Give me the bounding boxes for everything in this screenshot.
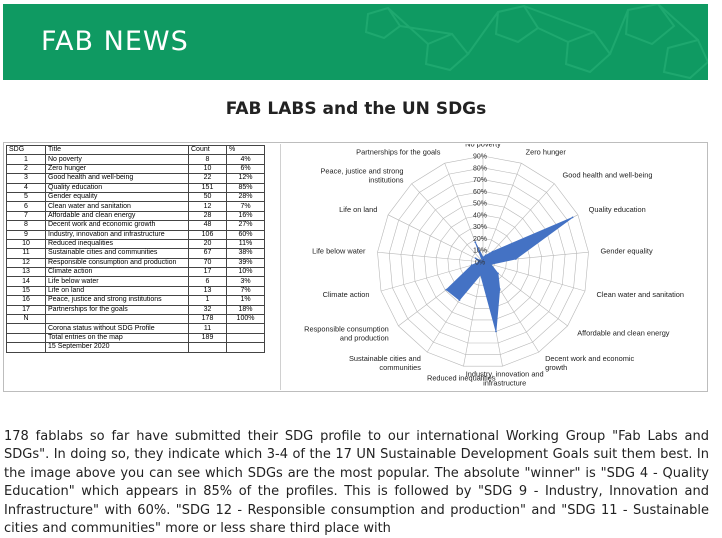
cell-title: Reduced inequalities — [46, 239, 189, 248]
sdg-figure — [3, 142, 708, 392]
radar-tick-label: 90% — [472, 153, 488, 161]
radar-data-point — [485, 255, 487, 257]
cell-title: Sustainable cities and communities — [46, 249, 189, 258]
cell-pct: 18% — [227, 305, 265, 314]
radar-category-label: Life on land — [339, 204, 378, 214]
cell-pct: 85% — [227, 183, 265, 192]
cell-pct: 7% — [227, 286, 265, 295]
cell-pct: 60% — [227, 230, 265, 239]
cell-title: Gender equality — [46, 192, 189, 201]
cell-sdg: 14 — [7, 277, 46, 286]
note-value: 189 — [189, 333, 227, 342]
cell-pct: 11% — [227, 239, 265, 248]
radar-category-label: Industry, innovation and infrastructure — [465, 369, 544, 388]
radar-data-point — [459, 299, 461, 301]
radar-category-label: Climate action — [322, 289, 370, 299]
table-body — [7, 155, 265, 352]
header-sdg: SDG — [7, 146, 46, 155]
radar-tick-label: 30% — [472, 224, 488, 232]
note-spacer — [7, 324, 46, 333]
cell-count: 28 — [189, 211, 227, 220]
radar-data-point — [482, 256, 484, 258]
note-spacer — [227, 343, 265, 352]
article-body: 178 fablabs so far have submitted their SDG profile to our international Working Group "Fab Labs and SDGs". In doing so, they indicate which 3-4 of the 17 UN Sustainable Development Goals suit them best. In the image above you can see which SDGs are the most popular. The absolute "winner" is "SDG 4 - Quality Education" which appears in 85% of the profiles. This is followed by "SDG 9 - Industry, Innovation and Infrastructure" with 60%. "SDG 12 - Responsible consumption and production" and "SDG 11 - Sustainable cities and communities" more or less share third place with — [4, 429, 709, 537]
note-spacer — [7, 333, 46, 342]
cell-sdg: 4 — [7, 183, 46, 192]
cell-title: Life below water — [46, 277, 189, 286]
cell-title: Partnerships for the goals — [46, 305, 189, 314]
cell-pct: 16% — [227, 211, 265, 220]
cell-pct: 39% — [227, 258, 265, 267]
cell-count: 12 — [189, 202, 227, 211]
cell-sdg: 9 — [7, 230, 46, 239]
note-spacer — [227, 324, 265, 333]
cell-pct: 12% — [227, 174, 265, 183]
radar-tick-label: 80% — [472, 165, 488, 173]
cell-count: 10 — [189, 164, 227, 173]
banner-pattern — [328, 4, 708, 80]
cell-count: 70 — [189, 258, 227, 267]
radar-category-label: No poverty — [465, 144, 501, 149]
radar-spoke — [388, 215, 483, 262]
cell-pct: 38% — [227, 249, 265, 258]
cell-pct: 7% — [227, 202, 265, 211]
cell-sdg: 15 — [7, 286, 46, 295]
cell-title: Peace, justice and strong institutions — [46, 296, 189, 305]
radar-category-label: Gender equality — [600, 246, 653, 256]
cell-title: Decent work and economic growth — [46, 221, 189, 230]
cell-count: 13 — [189, 286, 227, 295]
table-row — [7, 296, 265, 305]
total-count: 178 — [189, 315, 227, 324]
radar-category-label: Zero hunger — [525, 147, 566, 157]
table-row — [7, 155, 265, 164]
note-value — [189, 343, 227, 352]
table-row — [7, 230, 265, 239]
cell-sdg: 7 — [7, 211, 46, 220]
cell-sdg: 13 — [7, 268, 46, 277]
cell-pct: 3% — [227, 277, 265, 286]
radar-tick-label: 70% — [472, 177, 488, 185]
cell-title: Responsible consumption and production — [46, 258, 189, 267]
note-label: 15 September 2020 — [46, 343, 189, 352]
cell-pct: 27% — [227, 221, 265, 230]
radar-series-area — [446, 217, 572, 331]
table-row — [7, 239, 265, 248]
radar-category-label: Sustainable cities and communities — [348, 353, 421, 372]
header-title: Title — [46, 146, 189, 155]
table-row — [7, 221, 265, 230]
radar-data-point — [492, 251, 494, 253]
radar-category-label: Decent work and economic growth — [545, 353, 635, 372]
radar-data-point — [490, 263, 492, 265]
header-banner — [3, 4, 708, 80]
radar-data-point — [497, 273, 499, 275]
cell-count: 20 — [189, 239, 227, 248]
article-title: FAB LABS and the UN SDGs — [225, 99, 487, 119]
cell-pct: 1% — [227, 296, 265, 305]
cell-sdg: 1 — [7, 155, 46, 164]
table-row — [7, 305, 265, 314]
cell-sdg: 10 — [7, 239, 46, 248]
radar-tick-label: 20% — [472, 235, 488, 243]
cell-count: 32 — [189, 305, 227, 314]
cell-sdg: 17 — [7, 305, 46, 314]
table-note-row — [7, 343, 265, 352]
site-title: FAB NEWS — [41, 26, 189, 57]
cell-title: Industry, innovation and infrastructure — [46, 230, 189, 239]
cell-count: 8 — [189, 155, 227, 164]
radar-spoke — [378, 252, 484, 262]
cell-pct: 10% — [227, 268, 265, 277]
table-row — [7, 202, 265, 211]
total-blank — [46, 315, 189, 324]
cell-pct: 28% — [227, 192, 265, 201]
radar-tick-label: 10% — [472, 247, 488, 255]
cell-count: 106 — [189, 230, 227, 239]
radar-data-point — [471, 264, 473, 266]
cell-title: Affordable and clean energy — [46, 211, 189, 220]
radar-tick-label: 60% — [472, 188, 488, 196]
table-note-row — [7, 333, 265, 342]
table-row — [7, 268, 265, 277]
radar-category-label: Life below water — [312, 246, 366, 256]
header-count: Count — [189, 146, 227, 155]
total-label: N — [7, 315, 46, 324]
cell-count: 67 — [189, 249, 227, 258]
cell-count: 22 — [189, 174, 227, 183]
cell-title: Climate action — [46, 268, 189, 277]
table-row — [7, 211, 265, 220]
radar-category-label: Quality education — [588, 204, 646, 214]
radar-category-label: Clean water and sanitation — [596, 289, 685, 299]
cell-sdg: 11 — [7, 249, 46, 258]
table-row — [7, 258, 265, 267]
radar-category-label: Responsible consumption and production — [304, 324, 389, 343]
header-pct: % — [227, 146, 265, 155]
table-row — [7, 249, 265, 258]
radar-category-label: Peace, justice and strong institutions — [320, 166, 404, 185]
cell-pct: 6% — [227, 164, 265, 173]
radar-chart — [280, 144, 701, 390]
radar-tick-label: 50% — [472, 200, 488, 208]
table-row — [7, 286, 265, 295]
cell-sdg: 16 — [7, 296, 46, 305]
sdg-table — [6, 145, 265, 353]
radar-data-point — [480, 274, 482, 276]
cell-count: 50 — [189, 192, 227, 201]
cell-pct: 4% — [227, 155, 265, 164]
cell-sdg: 12 — [7, 258, 46, 267]
cell-sdg: 2 — [7, 164, 46, 173]
cell-count: 1 — [189, 296, 227, 305]
cell-title: Zero hunger — [46, 164, 189, 173]
note-label: Corona status without SDG Profile — [46, 324, 189, 333]
radar-category-label: Good health and well-being — [562, 170, 653, 180]
note-label: Total entries on the map — [46, 333, 189, 342]
cell-title: Good health and well-being — [46, 174, 189, 183]
cell-count: 48 — [189, 221, 227, 230]
cell-count: 6 — [189, 277, 227, 286]
cell-count: 151 — [189, 183, 227, 192]
table-row — [7, 192, 265, 201]
cell-title: Clean water and sanitation — [46, 202, 189, 211]
cell-title: Quality education — [46, 183, 189, 192]
cell-sdg: 3 — [7, 174, 46, 183]
table-total-row — [7, 315, 265, 324]
cell-title: Life on land — [46, 286, 189, 295]
table-row — [7, 183, 265, 192]
radar-data-point — [445, 289, 447, 291]
radar-data-point — [495, 331, 497, 333]
radar-tick-label: 40% — [472, 212, 488, 220]
note-spacer — [227, 333, 265, 342]
radar-category-label: Partnerships for the goals — [356, 147, 441, 157]
table-header-row — [7, 146, 265, 155]
note-value: 11 — [189, 324, 227, 333]
table-note-row — [7, 324, 265, 333]
total-pct: 100% — [227, 315, 265, 324]
radar-data-point — [572, 217, 574, 219]
note-spacer — [7, 343, 46, 352]
radar-data-point — [515, 258, 517, 260]
cell-sdg: 8 — [7, 221, 46, 230]
radar-data-point — [499, 288, 501, 290]
cell-title: No poverty — [46, 155, 189, 164]
table-row — [7, 277, 265, 286]
table-row — [7, 164, 265, 173]
radar-svg — [281, 144, 701, 390]
radar-tick-label: 0% — [474, 259, 486, 267]
cell-count: 17 — [189, 268, 227, 277]
cell-sdg: 5 — [7, 192, 46, 201]
radar-category-label: Reduced inequalities — [426, 373, 496, 383]
radar-category-label: Affordable and clean energy — [577, 328, 670, 338]
cell-sdg: 6 — [7, 202, 46, 211]
table-row — [7, 174, 265, 183]
